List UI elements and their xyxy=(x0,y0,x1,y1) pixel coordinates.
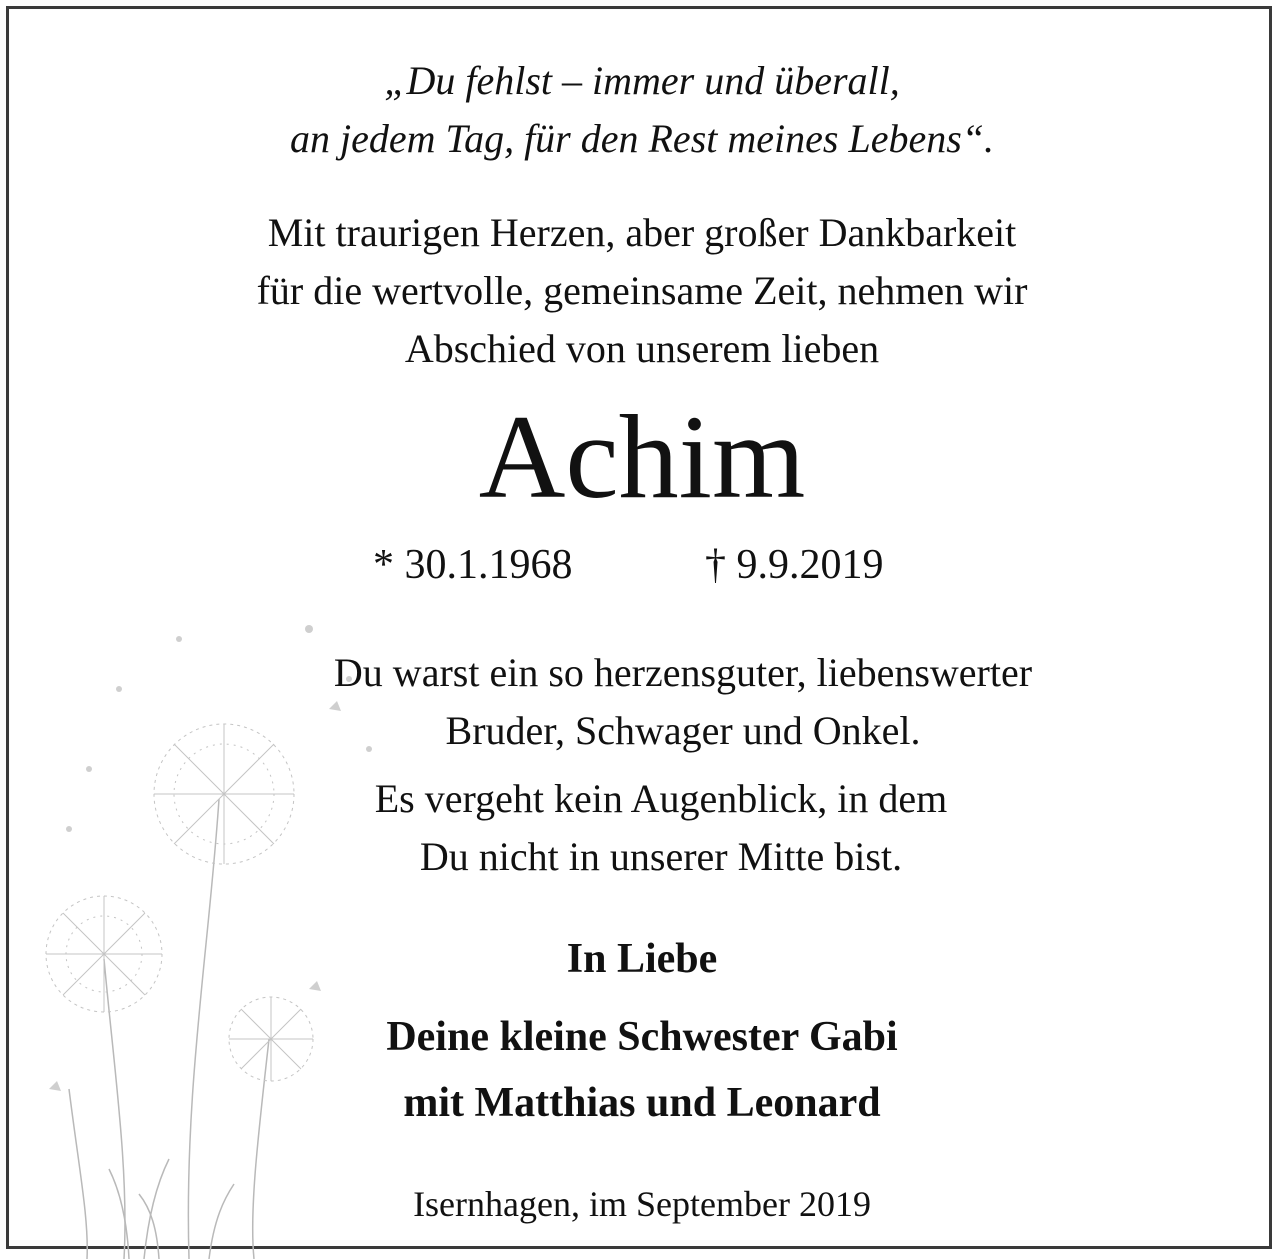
intro-line-2: für die wertvolle, gemeinsame Zeit, nehmen wir xyxy=(256,268,1028,313)
body-line-2: Bruder, Schwager und Onkel. xyxy=(445,708,921,753)
death-date: † 9.9.2019 xyxy=(705,542,884,588)
place-and-date: Isernhagen, im September 2019 xyxy=(413,1184,871,1224)
body-line-4: Du nicht in unserer Mitte bist. xyxy=(419,834,903,879)
quote-line-1: „Du fehlst – immer und überall, xyxy=(384,58,900,103)
deceased-name: Achim xyxy=(478,390,806,523)
body-line-1: Du warst ein so herzensguter, liebenswerter xyxy=(333,650,1033,695)
intro-line-1: Mit traurigen Herzen, aber großer Dankbarkeit xyxy=(267,210,1017,255)
quote-line-2: an jedem Tag, für den Rest meines Lebens“. xyxy=(289,116,995,161)
signature-line-1: In Liebe xyxy=(566,936,718,982)
intro-line-3: Abschied von unserem lieben xyxy=(404,326,880,371)
signature-line-3: mit Matthias und Leonard xyxy=(403,1080,881,1126)
body-line-3: Es vergeht kein Augenblick, in dem xyxy=(374,776,948,821)
birth-date: * 30.1.1968 xyxy=(373,542,573,588)
signature-line-2: Deine kleine Schwester Gabi xyxy=(386,1014,898,1060)
life-dates xyxy=(9,541,1275,591)
obituary-notice xyxy=(6,6,1272,1249)
